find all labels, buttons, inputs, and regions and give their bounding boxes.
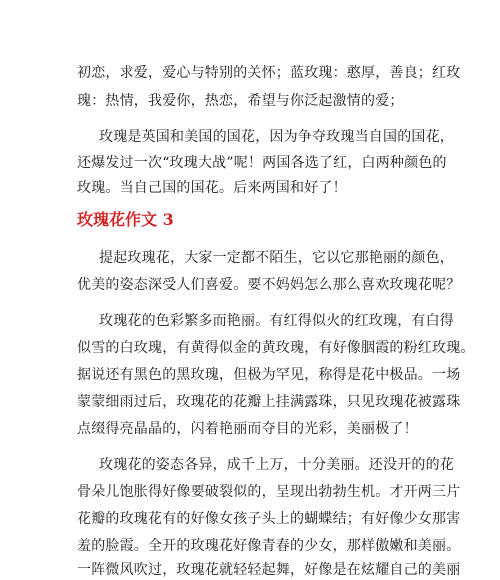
paragraph-line: 瑰：热情，我爱你，热恋，希望与你泛起激情的爱； (77, 93, 404, 109)
paragraph-line: 玫瑰是英国和美国的国花，因为争夺玫瑰当自国的国花， (99, 129, 454, 145)
paragraph-line: 初恋，求爱，爱心与特别的关怀；蓝玫瑰：憨厚，善良；红玫 (77, 65, 461, 81)
paragraph-line: 玫瑰花的姿态各异，成千上万，十分美丽。还没开的的花 (99, 457, 454, 473)
paragraph-line: 蒙蒙细雨过后，玫瑰花的花瓣上挂满露珠，只见玫瑰花被露珠 (77, 394, 461, 410)
paragraph-line: 玫瑰花的色彩繁多而艳丽。有红得似火的红玫瑰，有白得 (99, 313, 454, 329)
paragraph-line: 一阵微风吹过，玫瑰花就轻轻起舞，好像是在炫耀自己的美丽 (77, 562, 461, 578)
paragraph-line: 据说还有黑色的黑玫瑰，但极为罕见，称得是花中极品。一场 (77, 367, 461, 383)
paragraph-line: 还爆发过一次“玫瑰大战”呢！两国各选了红，白两种颜色的 (77, 155, 447, 171)
section-heading: 玫瑰花作文 3 (77, 210, 174, 229)
paragraph-line: 提起玫瑰花，大家一定都不陌生，它以它那艳丽的颜色， (99, 250, 454, 266)
paragraph-line: 玫瑰。当自己国的国花。后来两国和好了！ (77, 180, 347, 196)
paragraph-line: 点缀得亮晶晶的，闪着艳丽而夺目的光彩，美丽极了！ (77, 421, 418, 437)
paragraph-line: 羞的脸霞。全开的玫瑰花好像青春的少女，那样傲嫩和美丽。 (77, 538, 461, 554)
paragraph-line: 花瓣的玫瑰花有的好像女孩子头上的蝴蝶结；有好像少女那害 (77, 511, 461, 527)
paragraph-line: 似雪的白玫瑰，有黄得似金的黄玫瑰，有好像胭霞的粉红玫瑰。 (77, 340, 475, 356)
paragraph-line: 优美的姿态深受人们喜爱。要不妈妈怎么那么喜欢玫瑰花呢？ (77, 277, 461, 293)
paragraph-line: 骨朵儿饱胀得好像要破裂似的，呈现出勃勃生机。才开两三片 (77, 484, 461, 500)
